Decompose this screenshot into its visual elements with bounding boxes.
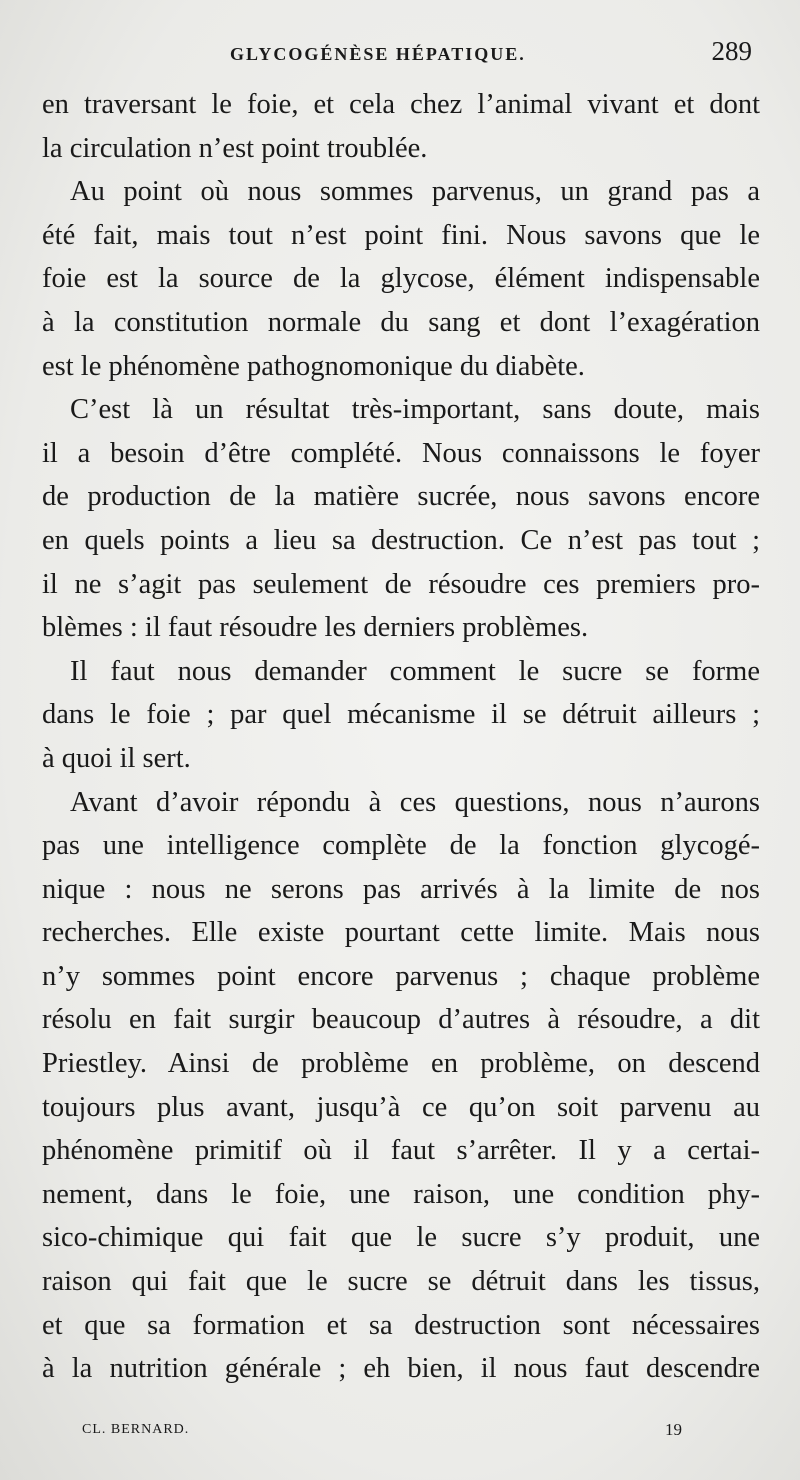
text-line: toujours plus avant, jusqu’à ce qu’on soit parvenu au	[42, 1091, 760, 1123]
page-footer	[40, 1420, 760, 1444]
text-line: Il faut nous demander comment le sucre se forme	[70, 655, 760, 687]
page-number: 289	[711, 36, 752, 66]
text-line: C’est là un résultat très-important, sans doute, mais	[70, 394, 760, 426]
body-text	[42, 83, 760, 1391]
text-line: nement, dans le foie, une raison, une condition phy-	[42, 1178, 760, 1210]
text-line: à la constitution normale du sang et dont l’exagération	[42, 306, 760, 338]
running-title: GLYCOGÉNÈSE HÉPATIQUE.	[230, 44, 526, 64]
text-line: recherches. Elle existe pourtant cette limite. Mais nous	[42, 917, 760, 949]
text-line: foie est la source de la glycose, élément indispensable	[42, 263, 760, 295]
text-line: phénomène primitif où il faut s’arrêter. Il y a certai-	[42, 1135, 760, 1167]
text-line: été fait, mais tout n’est point fini. Nous savons que le	[42, 219, 760, 251]
printer-signature: CL. BERNARD.	[82, 1422, 190, 1437]
text-line: et que sa formation et sa destruction sont nécessaires	[42, 1309, 760, 1341]
text-line: nique : nous ne serons pas arrivés à la limite de nos	[42, 873, 760, 905]
page-header	[40, 32, 760, 72]
text-line: sico-chimique qui fait que le sucre s’y produit, une	[42, 1222, 760, 1254]
text-line: à quoi il sert.	[42, 742, 191, 774]
text-line: de production de la matière sucrée, nous savons encore	[42, 481, 760, 513]
text-line: Avant d’avoir répondu à ces questions, nous n’aurons	[70, 786, 760, 818]
text-line: la circulation n’est point troublée.	[42, 132, 428, 164]
text-line: raison qui fait que le sucre se détruit dans les tissus,	[42, 1266, 760, 1298]
text-line: résolu en fait surgir beaucoup d’autres à résoudre, a dit	[42, 1004, 760, 1036]
text-line: il ne s’agit pas seulement de résoudre ces premiers pro-	[42, 568, 760, 600]
text-line: Priestley. Ainsi de problème en problème, on descend	[42, 1048, 760, 1080]
signature-number: 19	[665, 1420, 682, 1439]
text-line: Au point où nous sommes parvenus, un grand pas a	[70, 176, 760, 208]
text-line: est le phénomène pathognomonique du diabète.	[42, 350, 585, 382]
text-line: en traversant le foie, et cela chez l’animal vivant et dont	[42, 89, 760, 120]
text-line: en quels points a lieu sa destruction. Ce n’est pas tout ;	[42, 524, 760, 556]
text-line: n’y sommes point encore parvenus ; chaque problème	[42, 960, 760, 992]
text-line: blèmes : il faut résoudre les derniers problèmes.	[42, 612, 589, 644]
text-line: dans le foie ; par quel mécanisme il se détruit ailleurs ;	[42, 699, 760, 731]
text-line: il a besoin d’être complété. Nous connaissons le foyer	[42, 437, 760, 469]
text-line: pas une intelligence complète de la fonction glycogé-	[42, 830, 760, 862]
text-line: à la nutrition générale ; eh bien, il nous faut descendre	[42, 1353, 760, 1385]
